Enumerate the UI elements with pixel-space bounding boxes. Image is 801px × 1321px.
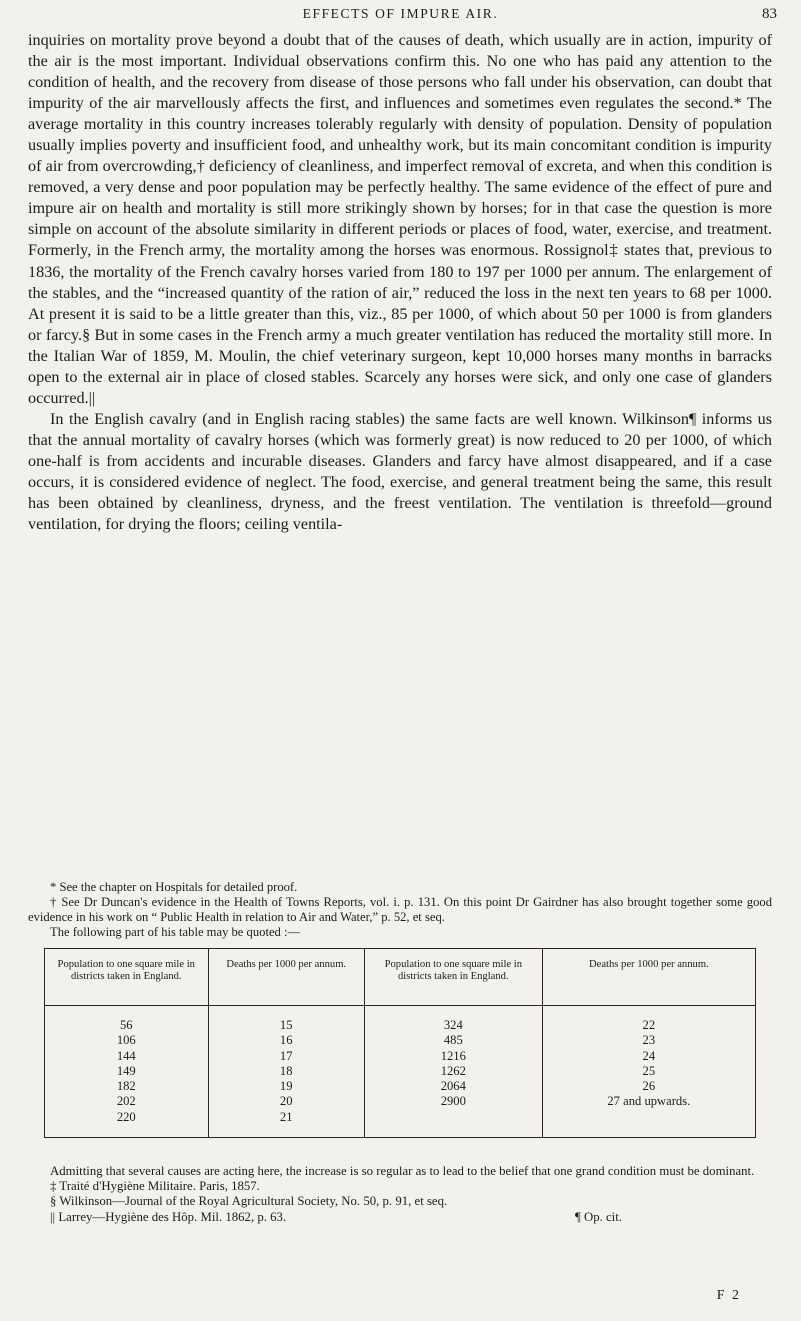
footnote-section: § Wilkinson—Journal of the Royal Agricultural Society, No. 50, p. 91, et seq.	[50, 1194, 448, 1209]
footnote-parallel-text: || Larrey—Hygiène des Hôp. Mil. 1862, p. 63.	[50, 1209, 287, 1224]
table-cell	[542, 1110, 755, 1138]
table-header-population-1: Population to one square mile in districts taken in England.	[45, 949, 209, 1006]
table-cell: 22	[542, 1018, 755, 1033]
page-number: 83	[762, 6, 777, 22]
table-cell: 106	[45, 1033, 209, 1048]
table-cell: 20	[208, 1094, 364, 1109]
paragraph-impurity-of-air: inquiries on mortality prove beyond a doubt that of the causes of death, which usually are in action, impurity of the air is the most important. Individual observations confirm this. No one who has paid any attention to the condition of health, and the recovery from disease of those persons who fall under his observation, can doubt that impurity of the air marvellously affects the first, and influences and sometimes even regulates the second.* The average mortality in this country increases tolerably regularly with density of population. Density of population usually implies poverty and insufficient food, and unhealthy work, but its main concomitant condition is impurity of air from overcrowding,† deficiency of cleanliness, and imperfect removal of excreta, and when this condition is removed, a very dense and poor population may be perfectly healthy. The same evidence of the effect of pure and impure air on health and mortality is still more strikingly shown by horses; for in that case the question is more simple on account of the absolute similarity in different periods or places of food, water, exercise, and treatment. Formerly, in the French army, the mortality among the horses was enormous. Rossignol‡ states that, previous to 1836, the mortality of the French cavalry horses varied from 180 to 197 per 1000 per annum. The enlargement of the stables, and the “increased quantity of the ration of air,” reduced the loss in the next ten years to 68 per 1000. At present it is said to be a little greater than this, viz., 85 per 1000, of which about 50 per 1000 is from glanders or farcy.§ But in some cases in the French army a much greater ventilation has reduced the mortality still more. In the Italian War of 1859, M. Moulin, the chief veterinary surgeon, kept 10,000 horses many months in barracks open to the external air in place of closed stables. Scarcely any horses were sick, and only one case of glanders occurred.||	[28, 31, 772, 407]
table-cell: 21	[208, 1110, 364, 1138]
table-cell: 2064	[364, 1079, 542, 1094]
table-cell: 15	[208, 1018, 364, 1033]
table-cell: 182	[45, 1079, 209, 1094]
table-cell	[364, 1110, 542, 1138]
table-cell: 144	[45, 1049, 209, 1064]
table-cell: 25	[542, 1064, 755, 1079]
footnote-double-dagger: ‡ Traité d'Hygiène Militaire. Paris, 1857.	[50, 1179, 260, 1194]
table-cell: 56	[45, 1018, 209, 1033]
table-row	[45, 1033, 756, 1048]
table-cell: 23	[542, 1033, 755, 1048]
paragraph-english-cavalry: In the English cavalry (and in English racing stables) the same facts are well known. Wilkinson¶ informs us that the annual mortality of cavalry horses (which was formerly great) is now reduced to 20 per 1000, of which one-half is from accidents and incurable diseases. Glanders and farcy have almost disappeared, and if a case occurs, it is considered evidence of neglect. The food, exercise, and general treatment being the same, this result has been obtained by cleanliness, dryness, and the freest ventilation. The ventilation is threefold—ground ventilation, for drying the floors; ceiling ventila-	[28, 409, 772, 534]
table-cell: 27 and upwards.	[542, 1094, 755, 1109]
table-row	[45, 1079, 756, 1094]
table-cell: 1262	[364, 1064, 542, 1079]
footnotes	[28, 880, 772, 940]
table-cell: 26	[542, 1079, 755, 1094]
table-cell: 16	[208, 1033, 364, 1048]
signature-mark: F 2	[716, 1288, 741, 1303]
footnote-pilcrow: ¶ Op. cit.	[574, 1209, 622, 1224]
table-row	[45, 1064, 756, 1079]
table-row	[45, 1018, 756, 1033]
running-head	[0, 6, 801, 26]
table-spacer-row	[45, 1006, 756, 1019]
table-cell: 18	[208, 1064, 364, 1079]
table-cell: 149	[45, 1064, 209, 1079]
table-row	[45, 1094, 756, 1109]
table-row	[45, 1049, 756, 1064]
table-cell: 220	[45, 1110, 209, 1138]
table-header-row	[45, 949, 756, 1006]
footnote-table-intro: The following part of his table may be quoted :—	[50, 925, 301, 939]
running-title: EFFECTS OF IMPURE AIR.	[302, 6, 499, 21]
table-cell: 1216	[364, 1049, 542, 1064]
table-cell: 485	[364, 1033, 542, 1048]
table-cell: 24	[542, 1049, 755, 1064]
after-table-notes	[28, 1164, 772, 1225]
table-cell: 19	[208, 1079, 364, 1094]
table-header-deaths-2: Deaths per 1000 per annum.	[542, 949, 755, 1006]
footnote-parallel	[28, 1210, 772, 1225]
table-cell: 202	[45, 1094, 209, 1109]
density-mortality-table	[44, 948, 756, 1138]
footnote-star: * See the chapter on Hospitals for detailed proof.	[50, 880, 298, 894]
table-header-deaths-1: Deaths per 1000 per annum.	[208, 949, 364, 1006]
table-conclusion: Admitting that several causes are acting here, the increase is so regular as to lead to the belief that one grand condition must be dominant.	[50, 1164, 755, 1178]
footnote-dagger: † See Dr Duncan's evidence in the Health of Towns Reports, vol. i. p. 131. On this point Dr Gairdner has also brought together some good evidence in his work on “ Public Health in relation to Air and Water,” p. 52, et seq.	[28, 895, 772, 924]
table-cell: 324	[364, 1018, 542, 1033]
table-cell: 2900	[364, 1094, 542, 1109]
table-row	[45, 1110, 756, 1138]
body-text	[28, 30, 772, 535]
table-header-population-2: Population to one square mile in districts taken in England.	[364, 949, 542, 1006]
table-cell: 17	[208, 1049, 364, 1064]
